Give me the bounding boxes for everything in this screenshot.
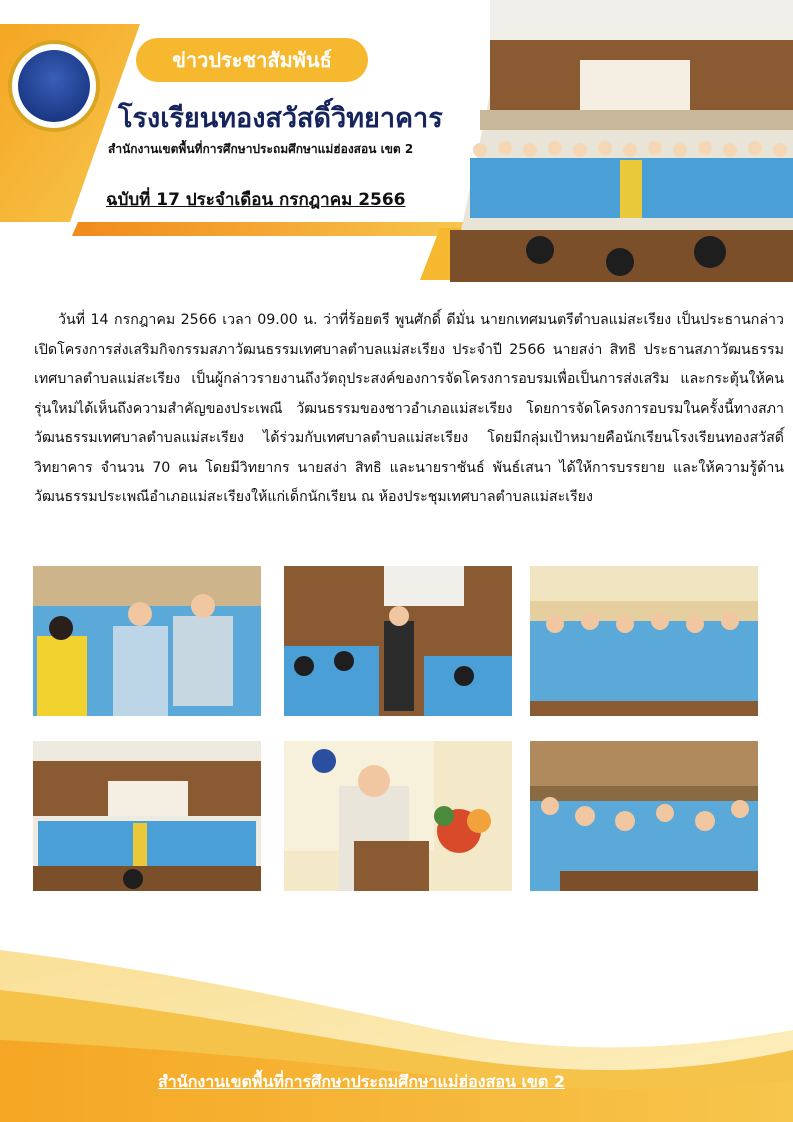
- activity-photo-4: [33, 741, 261, 891]
- news-banner-label: ข่าวประชาสัมพันธ์: [136, 38, 368, 82]
- school-name: โรงเรียนทองสวัสดิ์วิทยาคาร: [118, 103, 443, 134]
- article-body: วันที่ 14 กรกฎาคม 2566 เวลา 09.00 น. ว่าที่ร้อยตรี พูนศักดิ์ ดีมั่น นายกเทศมนตรีตำบลแม่สะเรียง เป็นประธานกล่าวเปิดโครงการส่งเสริมกิจกรรมสภาวัฒนธรรมเทศบาลตำบลแม่สะเรียง ประจำปี 2566 นายสง่า สิทธิ ประธานสภาวัฒนธรรมเทศบาลตำบลแม่สะเรียง เป็นผู้กล่าวรายงานถึงวัตถุประสงค์ของการจัดโครงการอบรมเพื่อเป็นการส่งเสริม และกระตุ้นให้คนรุ่นใหม่ได้เห็นถึงความสำคัญของประเพณี วัฒนธรรมของชาวอำเภอแม่สะเรียง โดยการจัดโครงการอบรมในครั้งนี้ทางสภาวัฒนธรรมเทศบาลตำบลแม่สะเรียง ได้ร่วมกับเทศบาลตำบลแม่สะเรียง โดยมีกลุ่มเป้าหมายคือนักเรียนโรงเรียนทองสวัสดิ์วิทยาคาร จำนวน 70 คน โดยมีวิทยากร นายสง่า สิทธิ และนายราชันธ์ พันธ์เสนา ได้ให้การบรรยาย และให้ความรู้ด้านวัฒนธรรมประเพณีอำเภอแม่สะเรียงให้แก่เด็กนักเรียน ณ ห้องประชุมเทศบาลตำบลแม่สะเรียง: [34, 312, 784, 505]
- activity-photo-5: [284, 741, 512, 891]
- issue-line: ฉบับที่ 17 ประจำเดือน กรกฎาคม 2566: [106, 190, 406, 210]
- school-logo-emblem: [18, 50, 90, 122]
- activity-photo-6: [530, 741, 758, 891]
- activity-photo-2: [284, 566, 512, 716]
- activity-photo-1: [33, 566, 261, 716]
- activity-photo-3: [530, 566, 758, 716]
- footer-office-name: สำนักงานเขตพื้นที่การศึกษาประถมศึกษาแม่ฮ่องสอน เขต 2: [158, 1072, 565, 1091]
- school-logo: [8, 40, 100, 132]
- office-name: สำนักงานเขตพื้นที่การศึกษาประถมศึกษาแม่ฮ่องสอน เขต 2: [108, 142, 414, 156]
- header-group-photo: [450, 0, 793, 282]
